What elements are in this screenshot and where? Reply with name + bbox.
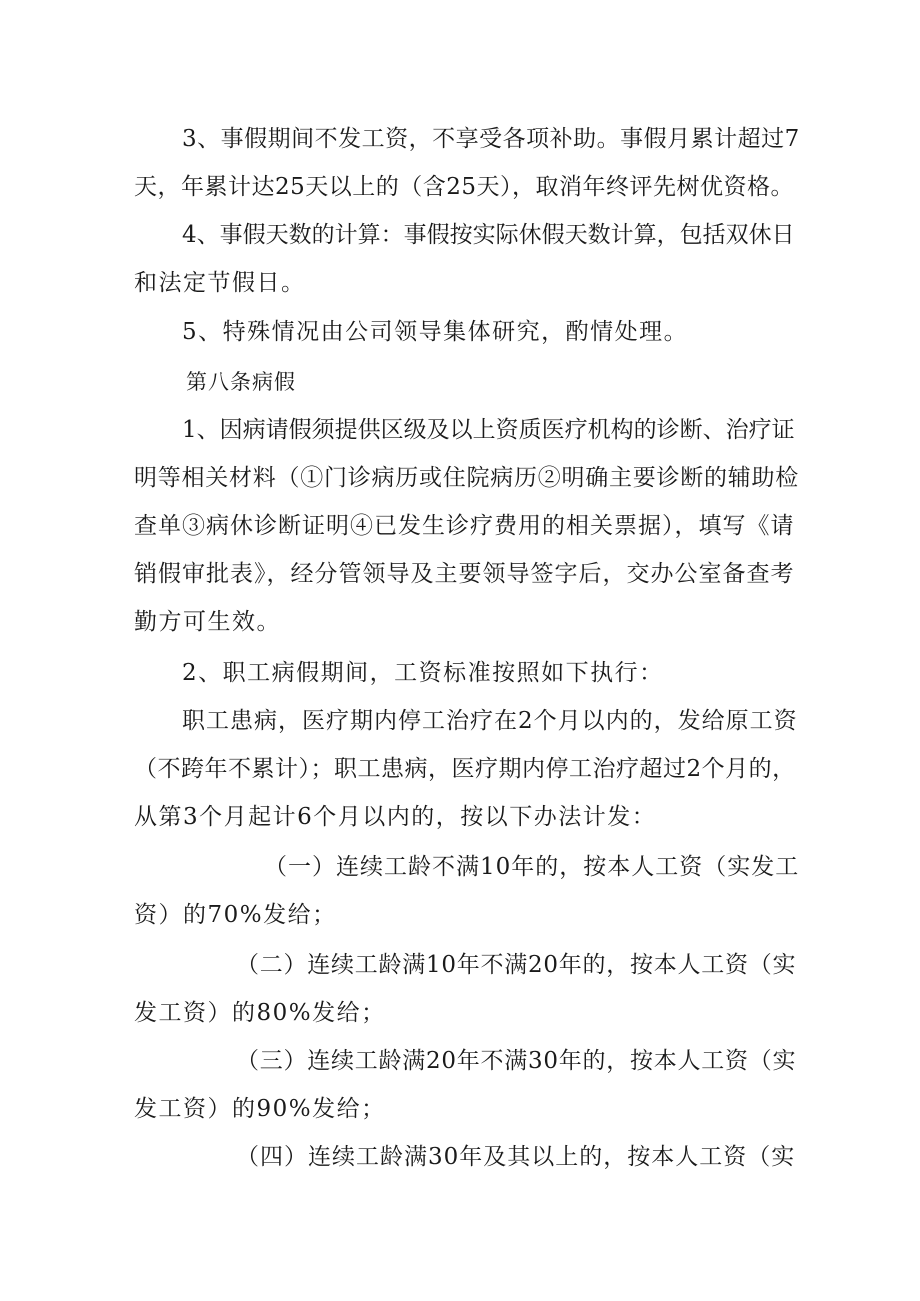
text-line: （一）连续工龄不满10年的，按本人工资（实发工 [264, 854, 800, 880]
text-line: 5、特殊情况由公司领导集体研究，酌情处理。 [182, 319, 689, 345]
text-line: 职工患病，医疗期内停工治疗在2个月以内的，发给原工资 [182, 708, 798, 734]
text-line: 发工资）的80%发给； [134, 1000, 386, 1026]
text-line: （三）连续工龄满20年不满30年的，按本人工资（实 [236, 1048, 797, 1074]
text-line: 4、事假天数的计算：事假按实际休假天数计算，包括双休日 [182, 222, 795, 248]
text-line: （二）连续工龄满10年不满20年的，按本人工资（实 [236, 952, 797, 978]
text-line: 天，年累计达25天以上的（含25天），取消年终评先树优资格。 [134, 174, 795, 200]
text-line: 勤方可生效。 [134, 609, 281, 635]
text-line: 2、职工病假期间，工资标准按照如下执行： [182, 660, 664, 686]
text-line: 3、事假期间不发工资，不享受各项补助。事假月累计超过7 [182, 126, 800, 152]
text-line: 发工资）的90%发给； [134, 1096, 386, 1122]
text-line: 和法定节假日。 [134, 270, 306, 296]
text-line: （不跨年不累计）；职工患病，医疗期内停工治疗超过2个月的， [134, 756, 796, 782]
section-heading: 第八条病假 [186, 370, 296, 394]
text-line: 1、因病请假须提供区级及以上资质医疗机构的诊断、治疗证 [182, 417, 795, 443]
text-line: 从第3个月起计6个月以内的，按以下办法计发： [134, 804, 657, 830]
text-line: 销假审批表》，经分管领导及主要领导签字后，交办公室备查考 [134, 561, 795, 587]
text-line: （四）连续工龄满30年及其以上的，按本人工资（实 [236, 1144, 796, 1170]
text-line: 查单③病休诊断证明④已发生诊疗费用的相关票据），填写《请 [134, 513, 795, 539]
text-line: 明等相关材料（①门诊病历或住院病历②明确主要诊断的辅助检 [134, 465, 799, 491]
text-line: 资）的70%发给； [134, 902, 337, 928]
